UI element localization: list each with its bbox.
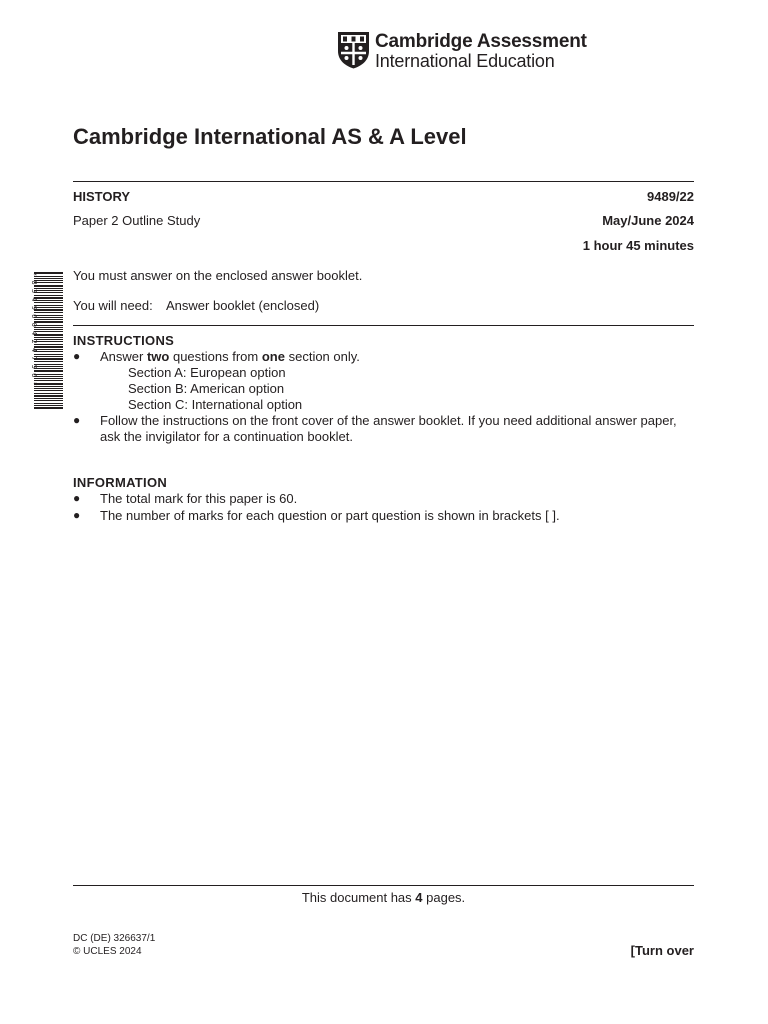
barcode-bar xyxy=(34,386,63,387)
exam-session: May/June 2024 xyxy=(602,213,694,228)
logo-text-line2: International Education xyxy=(375,51,555,71)
information-heading: INFORMATION xyxy=(73,475,168,490)
barcode-bar xyxy=(34,388,63,389)
barcode-bar xyxy=(34,403,63,404)
qualification-title: Cambridge International AS & A Level xyxy=(73,124,467,149)
instructions-divider xyxy=(73,325,694,326)
information-item-1: The total mark for this paper is 60. xyxy=(100,491,298,506)
you-will-need-label: You will need: xyxy=(73,298,153,313)
bullet-icon: ● xyxy=(73,349,81,363)
answer-note: You must answer on the enclosed answer booklet. xyxy=(73,268,363,283)
cambridge-logo xyxy=(337,31,587,71)
section-option-b: Section B: American option xyxy=(128,381,285,396)
university-crest-icon xyxy=(337,31,370,69)
paper-name: Paper 2 Outline Study xyxy=(73,213,201,228)
logo-text-line1: Cambridge Assessment xyxy=(375,31,587,52)
information-item-2: The number of marks for each question or part question is shown in brackets [ ]. xyxy=(100,508,560,523)
section-option-a: Section A: European option xyxy=(128,365,286,380)
bullet-icon: ● xyxy=(73,508,81,522)
header-divider xyxy=(73,181,694,182)
barcode-digits: * 8 3 4 9 6 0 4 2 4 7 5 6 * xyxy=(30,272,38,386)
instructions-heading: INSTRUCTIONS xyxy=(73,333,175,348)
copyright-notice: © UCLES 2024 xyxy=(73,946,142,957)
instruction-item-2-line2: ask the invigilator for a continuation booklet. xyxy=(100,429,353,444)
barcode-bar xyxy=(34,395,63,397)
bullet-icon: ● xyxy=(73,491,81,505)
barcode-bar xyxy=(34,393,63,394)
exam-duration: 1 hour 45 minutes xyxy=(582,238,694,253)
bullet-icon: ● xyxy=(73,413,81,427)
footer-divider xyxy=(73,885,694,886)
barcode-bar xyxy=(34,390,63,391)
barcode-bar xyxy=(34,407,63,409)
page-count-note: This document has 4 pages. xyxy=(301,890,466,905)
barcode-bar xyxy=(34,398,63,399)
you-will-need-value: Answer booklet (enclosed) xyxy=(166,298,320,313)
paper-code: 9489/22 xyxy=(647,189,694,204)
turn-over-label: [Turn over xyxy=(630,943,694,958)
barcode xyxy=(28,270,64,412)
subject-title: HISTORY xyxy=(73,189,131,204)
barcode-bar xyxy=(34,405,63,406)
document-reference: DC (DE) 326637/1 xyxy=(73,933,156,944)
section-option-c: Section C: International option xyxy=(128,397,303,412)
instruction-item-1: Answer two questions from one section only. xyxy=(100,349,360,364)
instruction-item-2-line1: Follow the instructions on the front cover of the answer booklet. If you need additional answer paper, xyxy=(100,413,677,428)
barcode-bar xyxy=(34,400,63,401)
